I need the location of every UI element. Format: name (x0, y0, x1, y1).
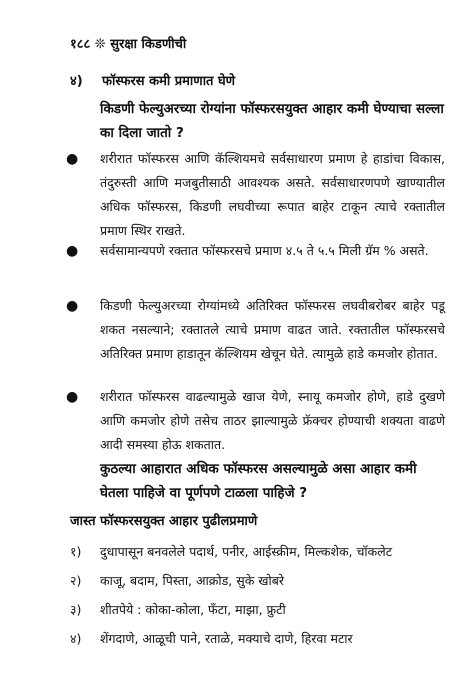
list-item: शीतपेये : कोका-कोला, फँटा, माझा, फ्रुटी (100, 602, 286, 617)
list-number: ३) (70, 602, 82, 617)
bullet-paragraph: शरीरात फॉस्फरस आणि कॅल्शियमचे सर्वसाधारण प्रमाण हे हाडांचा विकास, तंदुरुस्ती आणि मजबुतीसाठी आवश्यक असते. सर्वसाधारणपणे खाण्यातील अधिक फॉस्फरस, किडणी लघवीच्या रूपात बाहेर टाकून त्याचे रक्तातील प्रमाण स्थिर राखते. (100, 151, 445, 238)
bullet-icon: ● (66, 389, 79, 405)
list-item: शेंगदाणे, आळूची पाने, रताळे, मक्याचे दाणे, हिरवा मटार (100, 631, 353, 646)
list-number: ४) (70, 631, 82, 646)
bullet-icon: ● (66, 151, 79, 167)
list-subheading: जास्त फॉस्फरसयुक्त आहार पुढीलप्रमाणे (70, 514, 258, 529)
section-number: ४) (70, 74, 83, 89)
bullet-icon: ● (66, 243, 79, 259)
question-heading: कुठल्या आहारात अधिक फॉस्फरस असल्यामुळे असा आहार कमी घेतला पाहिजे वा पूर्णपणे टाळला पाहिजे ? (100, 461, 417, 501)
list-item: दुधापासून बनवलेले पदार्थ, पनीर, आईस्क्रीम, मिल्कशेक, चॉकलेट (100, 544, 393, 559)
question-heading: किडणी फेल्युअरच्या रोग्यांना फॉस्फरसयुक्त आहार कमी घेण्याचा सल्ला का दिला जातो ? (100, 101, 444, 141)
list-number: १) (70, 544, 82, 559)
bullet-paragraph: सर्वसामान्यपणे रक्तात फॉस्फरसचे प्रमाण ४.५ ते ५.५ मिली ग्रॅम % असते. (100, 243, 429, 258)
bullet-paragraph: किडणी फेल्युअरच्या रोग्यांमध्ये अतिरिक्त फॉस्फरस लघवीबरोबर बाहेर पडू शकत नसल्याने; रक्तातले त्याचे प्रमाण वाढत जाते. रक्तातील फॉस्फरसचे अतिरिक्त प्रमाण हाडातून कॅल्शियम खेचून घेते. त्यामुळे हाडे कमजोर होतात. (100, 298, 445, 361)
section-title: फॉस्फरस कमी प्रमाणात घेणे (102, 74, 236, 89)
list-item: काजू, बदाम, पिस्ता, आक्रोड, सुके खोबरे (100, 573, 284, 588)
bullet-icon: ● (66, 298, 79, 314)
bullet-paragraph: शरीरात फॉस्फरस वाढल्यामुळे खाज येणे, स्नायू कमजोर होणे, हाडे दुखणे आणि कमजोर होणे तसेच ताठर झाल्यामुळे फ्रॅक्चर होण्याची शक्यता वाढणे आदी समस्या होऊ शकतात. (100, 389, 445, 452)
list-number: २) (70, 573, 82, 588)
page-header: १८८ ❊ सुरक्षा किडणीची (70, 37, 187, 52)
